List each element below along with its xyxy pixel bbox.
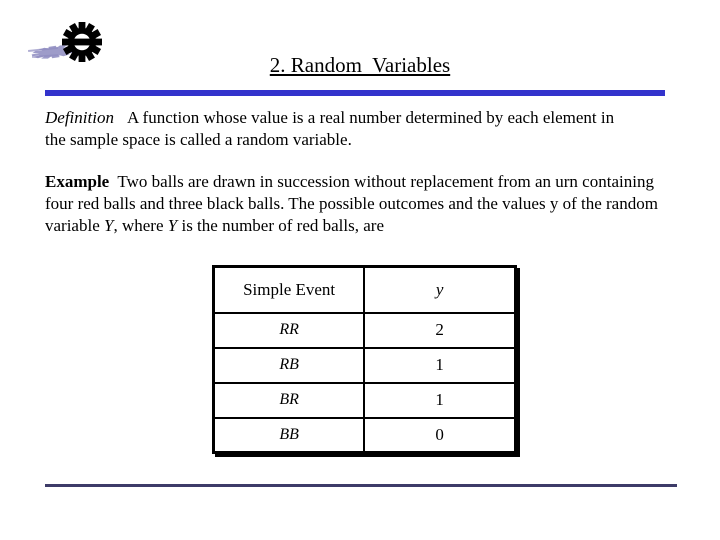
table-row [214, 418, 516, 453]
random-variable-symbol: Y [104, 216, 114, 235]
definition-label: Definition [45, 108, 114, 127]
simple-event-cell: RB [214, 348, 365, 383]
table-header-row [214, 267, 516, 313]
simple-event-cell: BR [214, 383, 365, 418]
column-header-simple-event: Simple Event [214, 267, 365, 313]
y-value-cell: 2 [364, 313, 515, 348]
table-row [214, 383, 516, 418]
column-header-y: y [364, 267, 515, 313]
example-label: Example [45, 172, 110, 191]
definition-paragraph [45, 107, 633, 151]
example-body-2: , where [113, 216, 168, 235]
example-body-3: is the number of red balls, are [177, 216, 384, 235]
y-value-cell: 0 [364, 418, 515, 453]
definition-body: A function whose value is a real number determined by each element in the sample space is called a random variable. [45, 108, 619, 149]
table-row [214, 313, 516, 348]
slide-title: 2. Random Variables [269, 53, 451, 77]
example-paragraph [45, 171, 681, 237]
y-value-cell: 1 [364, 383, 515, 418]
example-body-1: Two balls are drawn in succession without replacement from an urn containing four red balls and three black balls. The possible outcomes and the values y of the random variable [45, 172, 663, 235]
simple-event-cell: BB [214, 418, 365, 453]
table-row [214, 348, 516, 383]
y-value-cell: 1 [364, 348, 515, 383]
simple-event-cell: RR [214, 313, 365, 348]
top-divider-rule [45, 90, 665, 96]
outcomes-table [212, 265, 517, 454]
bottom-divider-rule [45, 484, 677, 487]
random-variable-symbol: Y [167, 216, 178, 235]
